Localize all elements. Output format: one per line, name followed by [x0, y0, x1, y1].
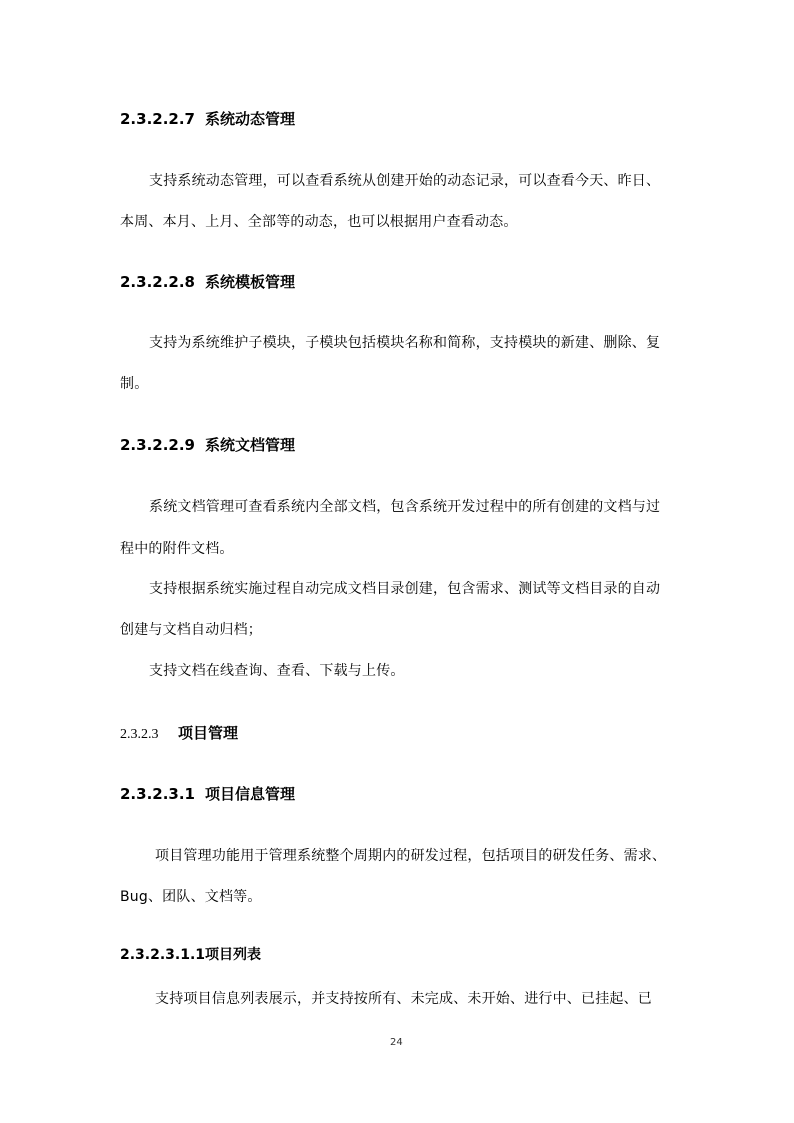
paragraph-line: 创建与文档自动归档； — [120, 622, 262, 638]
paragraph-line: 制。 — [120, 376, 149, 392]
paragraph-line: 支持文档在线查询、查看、下载与上传。 — [149, 663, 405, 679]
paragraph-line: 项目管理功能用于管理系统整个周期内的研发过程，包括项目的研发任务、需求、 — [155, 848, 667, 864]
section-heading-2-3-2-2-8 — [120, 271, 295, 292]
section-number: 2.3.2.3 — [120, 727, 159, 742]
section-number: 2.3.2.2.7 — [120, 110, 195, 128]
section-heading-2-3-2-3-1-1 — [120, 944, 261, 964]
section-title: 项目管理 — [178, 724, 239, 742]
page-number: 24 — [390, 1037, 403, 1048]
section-heading-2-3-2-2-7 — [120, 108, 295, 129]
paragraph-line: 系统文档管理可查看系统内全部文档，包含系统开发过程中的所有创建的文档与过 — [149, 499, 661, 515]
paragraph-line: Bug、团队、文档等。 — [120, 889, 262, 905]
paragraph-line: 本周、本月、上月、全部等的动态，也可以根据用户查看动态。 — [120, 214, 518, 230]
paragraph-line: 支持系统动态管理，可以查看系统从创建开始的动态记录，可以查看今天、昨日、 — [149, 173, 661, 189]
section-title: 项目信息管理 — [205, 785, 296, 803]
section-heading-2-3-2-3 — [120, 722, 238, 743]
section-heading-text: 2.3.2.3.1.1项目列表 — [120, 947, 262, 963]
paragraph-line: 支持为系统维护子模块，子模块包括模块名称和简称，支持模块的新建、删除、复 — [149, 335, 661, 351]
section-number: 2.3.2.2.9 — [120, 436, 195, 454]
section-heading-2-3-2-3-1 — [120, 783, 295, 804]
section-number: 2.3.2.3.1 — [120, 785, 195, 803]
paragraph-line: 程中的附件文档。 — [120, 541, 234, 557]
section-heading-2-3-2-2-9 — [120, 434, 295, 455]
paragraph-line: 支持根据系统实施过程自动完成文档目录创建，包含需求、测试等文档目录的自动 — [149, 581, 661, 597]
section-number: 2.3.2.2.8 — [120, 273, 195, 291]
section-title: 系统模板管理 — [205, 273, 296, 291]
paragraph-line: 支持项目信息列表展示，并支持按所有、未完成、未开始、进行中、已挂起、已 — [155, 991, 652, 1007]
section-title: 系统文档管理 — [205, 436, 296, 454]
section-title: 系统动态管理 — [205, 110, 296, 128]
